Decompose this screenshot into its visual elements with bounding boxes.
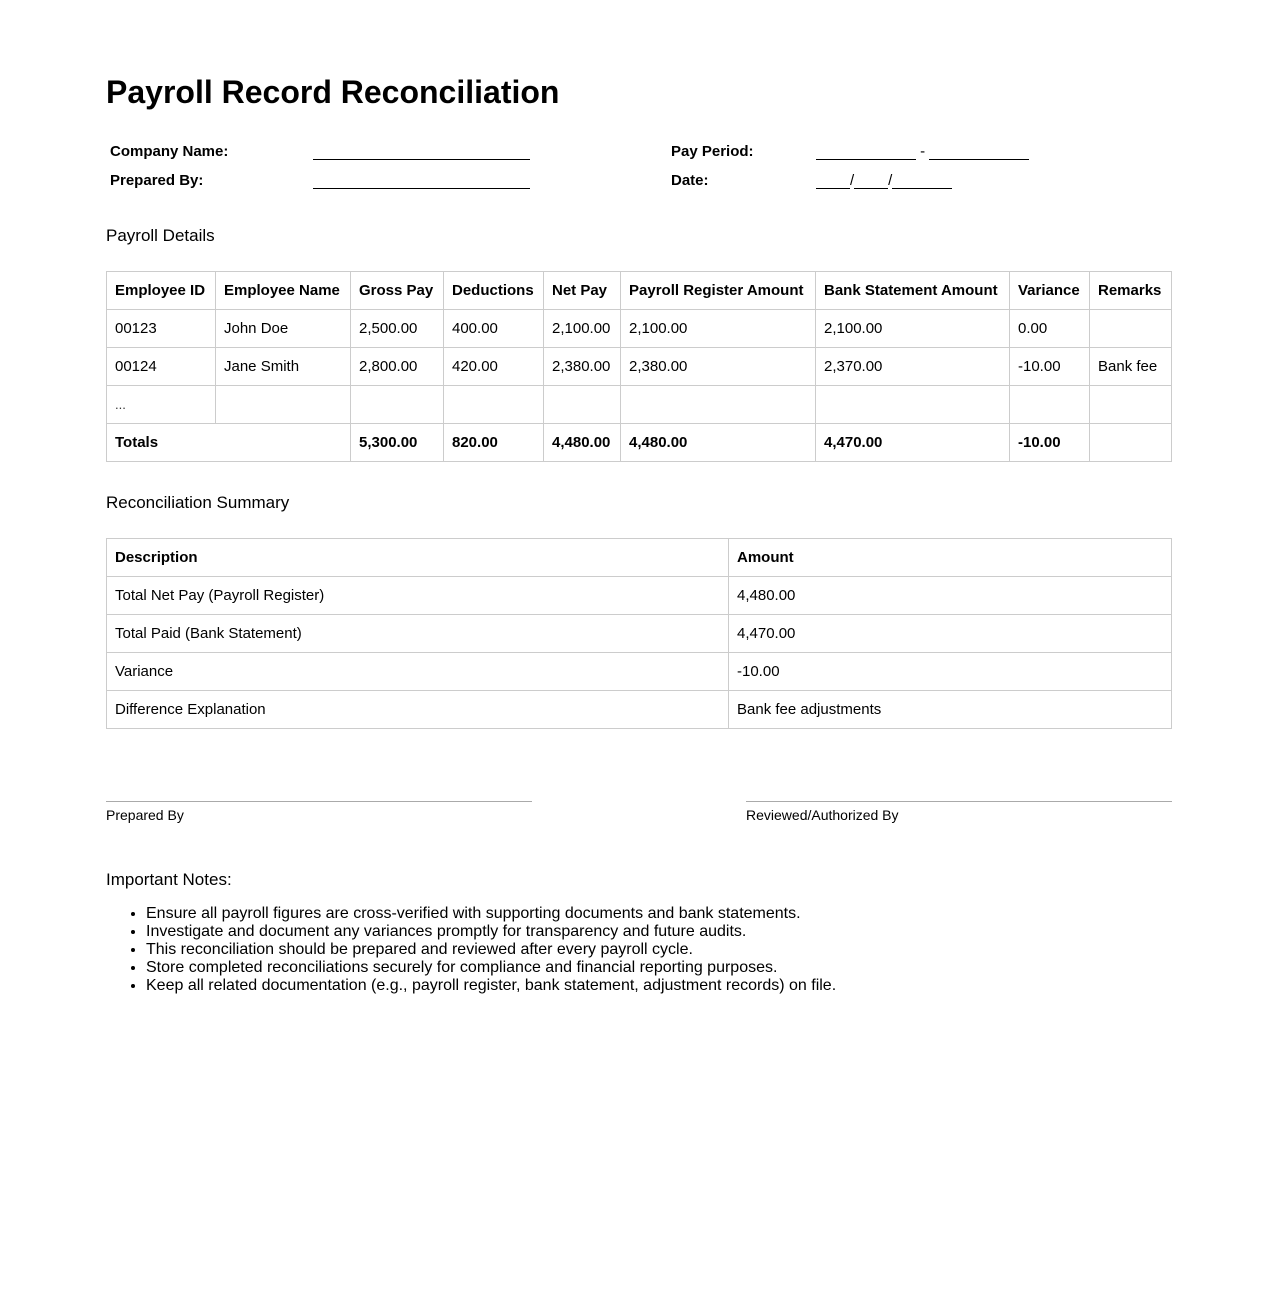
signature-label: Reviewed/Authorized By (746, 807, 899, 823)
net-pay-cell: 2,380.00 (544, 348, 621, 386)
table-row (107, 653, 1172, 691)
column-header: Net Pay (544, 272, 621, 310)
date-label: Date: (671, 172, 709, 189)
company-name-label: Company Name: (110, 143, 229, 160)
column-header: Employee ID (107, 272, 216, 310)
signature-label: Prepared By (106, 807, 184, 823)
pay-period-start-field[interactable] (816, 143, 916, 160)
signature-line[interactable] (106, 801, 532, 802)
document-title: Payroll Record Reconciliation (106, 74, 560, 110)
date-day-field[interactable] (854, 172, 888, 189)
employee-id-cell: 00123 (107, 310, 216, 348)
total-variance: -10.00 (1010, 424, 1090, 462)
remarks-cell: Bank fee (1090, 348, 1172, 386)
list-item: • Keep all related documentation (e.g., payroll register, bank statement, adjustment records) on file. (146, 977, 1172, 995)
total-gross-pay: 5,300.00 (351, 424, 444, 462)
payroll-details-title: Payroll Details (106, 226, 215, 245)
net-pay-cell: 2,100.00 (544, 310, 621, 348)
totals-label: Totals (107, 424, 351, 462)
list-item: • This reconciliation should be prepared and reviewed after every payroll cycle. (146, 941, 1172, 959)
pay-period-end-field[interactable] (929, 143, 1029, 160)
prepared-by-label: Prepared By: (110, 172, 204, 189)
date-separator: / (850, 171, 855, 189)
prepared-by-field[interactable] (313, 172, 530, 189)
employee-name-cell: Jane Smith (216, 348, 351, 386)
document-page (106, 0, 1172, 995)
column-header: Gross Pay (351, 272, 444, 310)
pay-period-separator: - (920, 142, 926, 160)
employee-name-cell: John Doe (216, 310, 351, 348)
reviewed-by-signature (746, 801, 1172, 823)
table-row (107, 348, 1172, 386)
list-item: • Ensure all payroll figures are cross-verified with supporting documents and bank statements. (146, 905, 1172, 923)
column-header: Remarks (1090, 272, 1172, 310)
column-header: Variance (1010, 272, 1090, 310)
amount-cell: 4,480.00 (729, 577, 1172, 615)
remarks-cell (1090, 310, 1172, 348)
register-amount-cell: 2,100.00 (621, 310, 816, 348)
total-register-amount: 4,480.00 (621, 424, 816, 462)
bank-amount-cell: 2,370.00 (816, 348, 1010, 386)
list-item: • Investigate and document any variances promptly for transparency and future audits. (146, 923, 1172, 941)
amount-cell: -10.00 (729, 653, 1172, 691)
gross-pay-cell: 2,500.00 (351, 310, 444, 348)
table-header-row (107, 272, 1172, 310)
table-row (107, 310, 1172, 348)
date-separator: / (888, 171, 893, 189)
table-header-row (107, 539, 1172, 577)
table-row (107, 691, 1172, 729)
reconciliation-summary-table (106, 538, 1172, 729)
description-cell: Total Net Pay (Payroll Register) (107, 577, 729, 615)
reconciliation-summary-title: Reconciliation Summary (106, 493, 290, 512)
date-year-field[interactable] (892, 172, 952, 189)
signature-section (106, 801, 1172, 823)
header-info (106, 137, 1033, 195)
bank-amount-cell: 2,100.00 (816, 310, 1010, 348)
variance-cell: 0.00 (1010, 310, 1090, 348)
gross-pay-cell: 2,800.00 (351, 348, 444, 386)
variance-cell: -10.00 (1010, 348, 1090, 386)
column-header: Amount (729, 539, 1172, 577)
column-header: Payroll Register Amount (621, 272, 816, 310)
notes-list (106, 905, 1172, 995)
description-cell: Variance (107, 653, 729, 691)
ellipsis-cell: ... (107, 386, 216, 424)
description-cell: Difference Explanation (107, 691, 729, 729)
employee-id-cell: 00124 (107, 348, 216, 386)
notes-title: Important Notes: (106, 870, 232, 889)
deductions-cell: 400.00 (444, 310, 544, 348)
column-header: Description (107, 539, 729, 577)
amount-cell: 4,470.00 (729, 615, 1172, 653)
total-net-pay: 4,480.00 (544, 424, 621, 462)
list-item: • Store completed reconciliations securely for compliance and financial reporting purposes. (146, 959, 1172, 977)
table-row-placeholder (107, 386, 1172, 424)
register-amount-cell: 2,380.00 (621, 348, 816, 386)
date-month-field[interactable] (816, 172, 850, 189)
amount-cell: Bank fee adjustments (729, 691, 1172, 729)
description-cell: Total Paid (Bank Statement) (107, 615, 729, 653)
pay-period-label: Pay Period: (671, 143, 754, 160)
signature-line[interactable] (746, 801, 1172, 802)
table-row (107, 577, 1172, 615)
total-deductions: 820.00 (444, 424, 544, 462)
prepared-by-signature (106, 801, 532, 823)
table-row (107, 615, 1172, 653)
deductions-cell: 420.00 (444, 348, 544, 386)
totals-row (107, 424, 1172, 462)
company-name-field[interactable] (313, 143, 530, 160)
total-bank-amount: 4,470.00 (816, 424, 1010, 462)
column-header: Bank Statement Amount (816, 272, 1010, 310)
column-header: Employee Name (216, 272, 351, 310)
payroll-details-table (106, 271, 1172, 462)
column-header: Deductions (444, 272, 544, 310)
